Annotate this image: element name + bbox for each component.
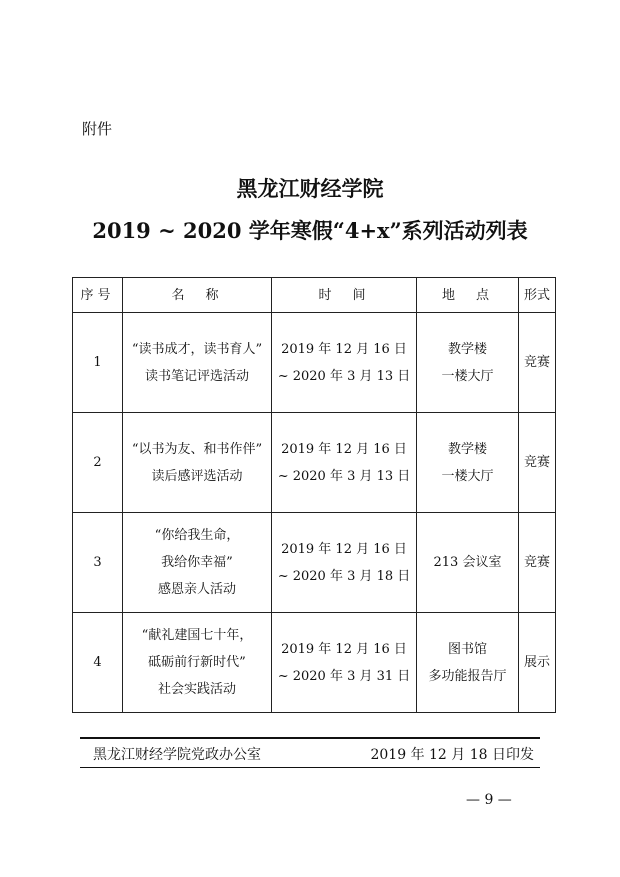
- document-title: 黑龙江财经学院: [236, 176, 384, 201]
- place-line: 一楼大厅: [441, 368, 494, 384]
- activity-time: [272, 313, 417, 413]
- activity-place: [417, 413, 519, 513]
- activity-place: [417, 513, 519, 613]
- row-number: 2: [73, 413, 123, 513]
- issuing-office: 黑龙江财经学院党政办公室: [93, 747, 261, 763]
- header-form: 形式: [519, 278, 556, 313]
- document-subtitle: 2019 ~ 2020 学年寒假“4+x”系列活动列表: [92, 218, 528, 243]
- activity-name-line: “读书成才，读书育人”: [131, 341, 263, 357]
- time-end: ~ 2020 年 3 月 31 日: [277, 668, 411, 684]
- activity-name-line: “你给我生命，: [154, 528, 240, 543]
- table-row: [73, 313, 556, 413]
- activity-form: 竞赛: [519, 313, 556, 413]
- issue-date: 2019 年 12 月 18 日印发: [370, 747, 534, 763]
- table-header-row: [73, 278, 556, 313]
- activity-place: [417, 613, 519, 713]
- activity-name-line: 社会实践活动: [157, 682, 236, 697]
- attachment-label: 附件: [82, 120, 113, 138]
- time-end: ~ 2020 年 3 月 18 日: [277, 568, 411, 584]
- header-time: 时 间: [272, 278, 417, 313]
- activity-form: 竞赛: [519, 513, 556, 613]
- time-start: 2019 年 12 月 16 日: [281, 441, 407, 457]
- place-line: 教学楼: [447, 341, 487, 357]
- activity-name-line: “献礼建国七十年，: [141, 628, 253, 643]
- activity-time: [272, 413, 417, 513]
- activity-name-line: 我给你幸福”: [161, 555, 233, 570]
- activity-name: [123, 413, 272, 513]
- place-line: 教学楼: [447, 441, 487, 457]
- activity-time: [272, 513, 417, 613]
- activity-name: [123, 613, 272, 713]
- time-start: 2019 年 12 月 16 日: [281, 641, 407, 657]
- row-number: 3: [73, 513, 123, 613]
- activity-name-line: 砥砺前行新时代”: [148, 655, 246, 670]
- activity-place: [417, 313, 519, 413]
- activity-name-line: “以书为友、和书作伴”: [131, 441, 263, 457]
- place-line: 图书馆: [447, 641, 487, 657]
- activity-form: 竞赛: [519, 413, 556, 513]
- place-line: 多功能报告厅: [428, 668, 507, 684]
- row-number: 1: [73, 313, 123, 413]
- activity-time: [272, 613, 417, 713]
- place-line: 213 会议室: [433, 555, 502, 570]
- footer-divider-bottom: [80, 767, 540, 768]
- activity-table: [72, 277, 556, 713]
- time-start: 2019 年 12 月 16 日: [281, 341, 407, 357]
- header-name: 名 称: [123, 278, 272, 313]
- header-number: 序号: [73, 278, 123, 313]
- time-end: ~ 2020 年 3 月 13 日: [277, 368, 411, 384]
- activity-name-line: 读书笔记评选活动: [144, 368, 249, 384]
- header-place: 地 点: [417, 278, 519, 313]
- page-number: — 9 —: [466, 792, 512, 808]
- time-start: 2019 年 12 月 16 日: [281, 541, 407, 557]
- place-line: 一楼大厅: [441, 468, 494, 484]
- footer-divider-top: [80, 737, 540, 739]
- table-row: [73, 513, 556, 613]
- table-row: [73, 413, 556, 513]
- activity-form: 展示: [519, 613, 556, 713]
- row-number: 4: [73, 613, 123, 713]
- activity-name: [123, 313, 272, 413]
- activity-name: [123, 513, 272, 613]
- activity-name-line: 感恩亲人活动: [157, 582, 236, 597]
- activity-name-line: 读后感评选活动: [151, 468, 243, 484]
- time-end: ~ 2020 年 3 月 13 日: [277, 468, 411, 484]
- table-row: [73, 613, 556, 713]
